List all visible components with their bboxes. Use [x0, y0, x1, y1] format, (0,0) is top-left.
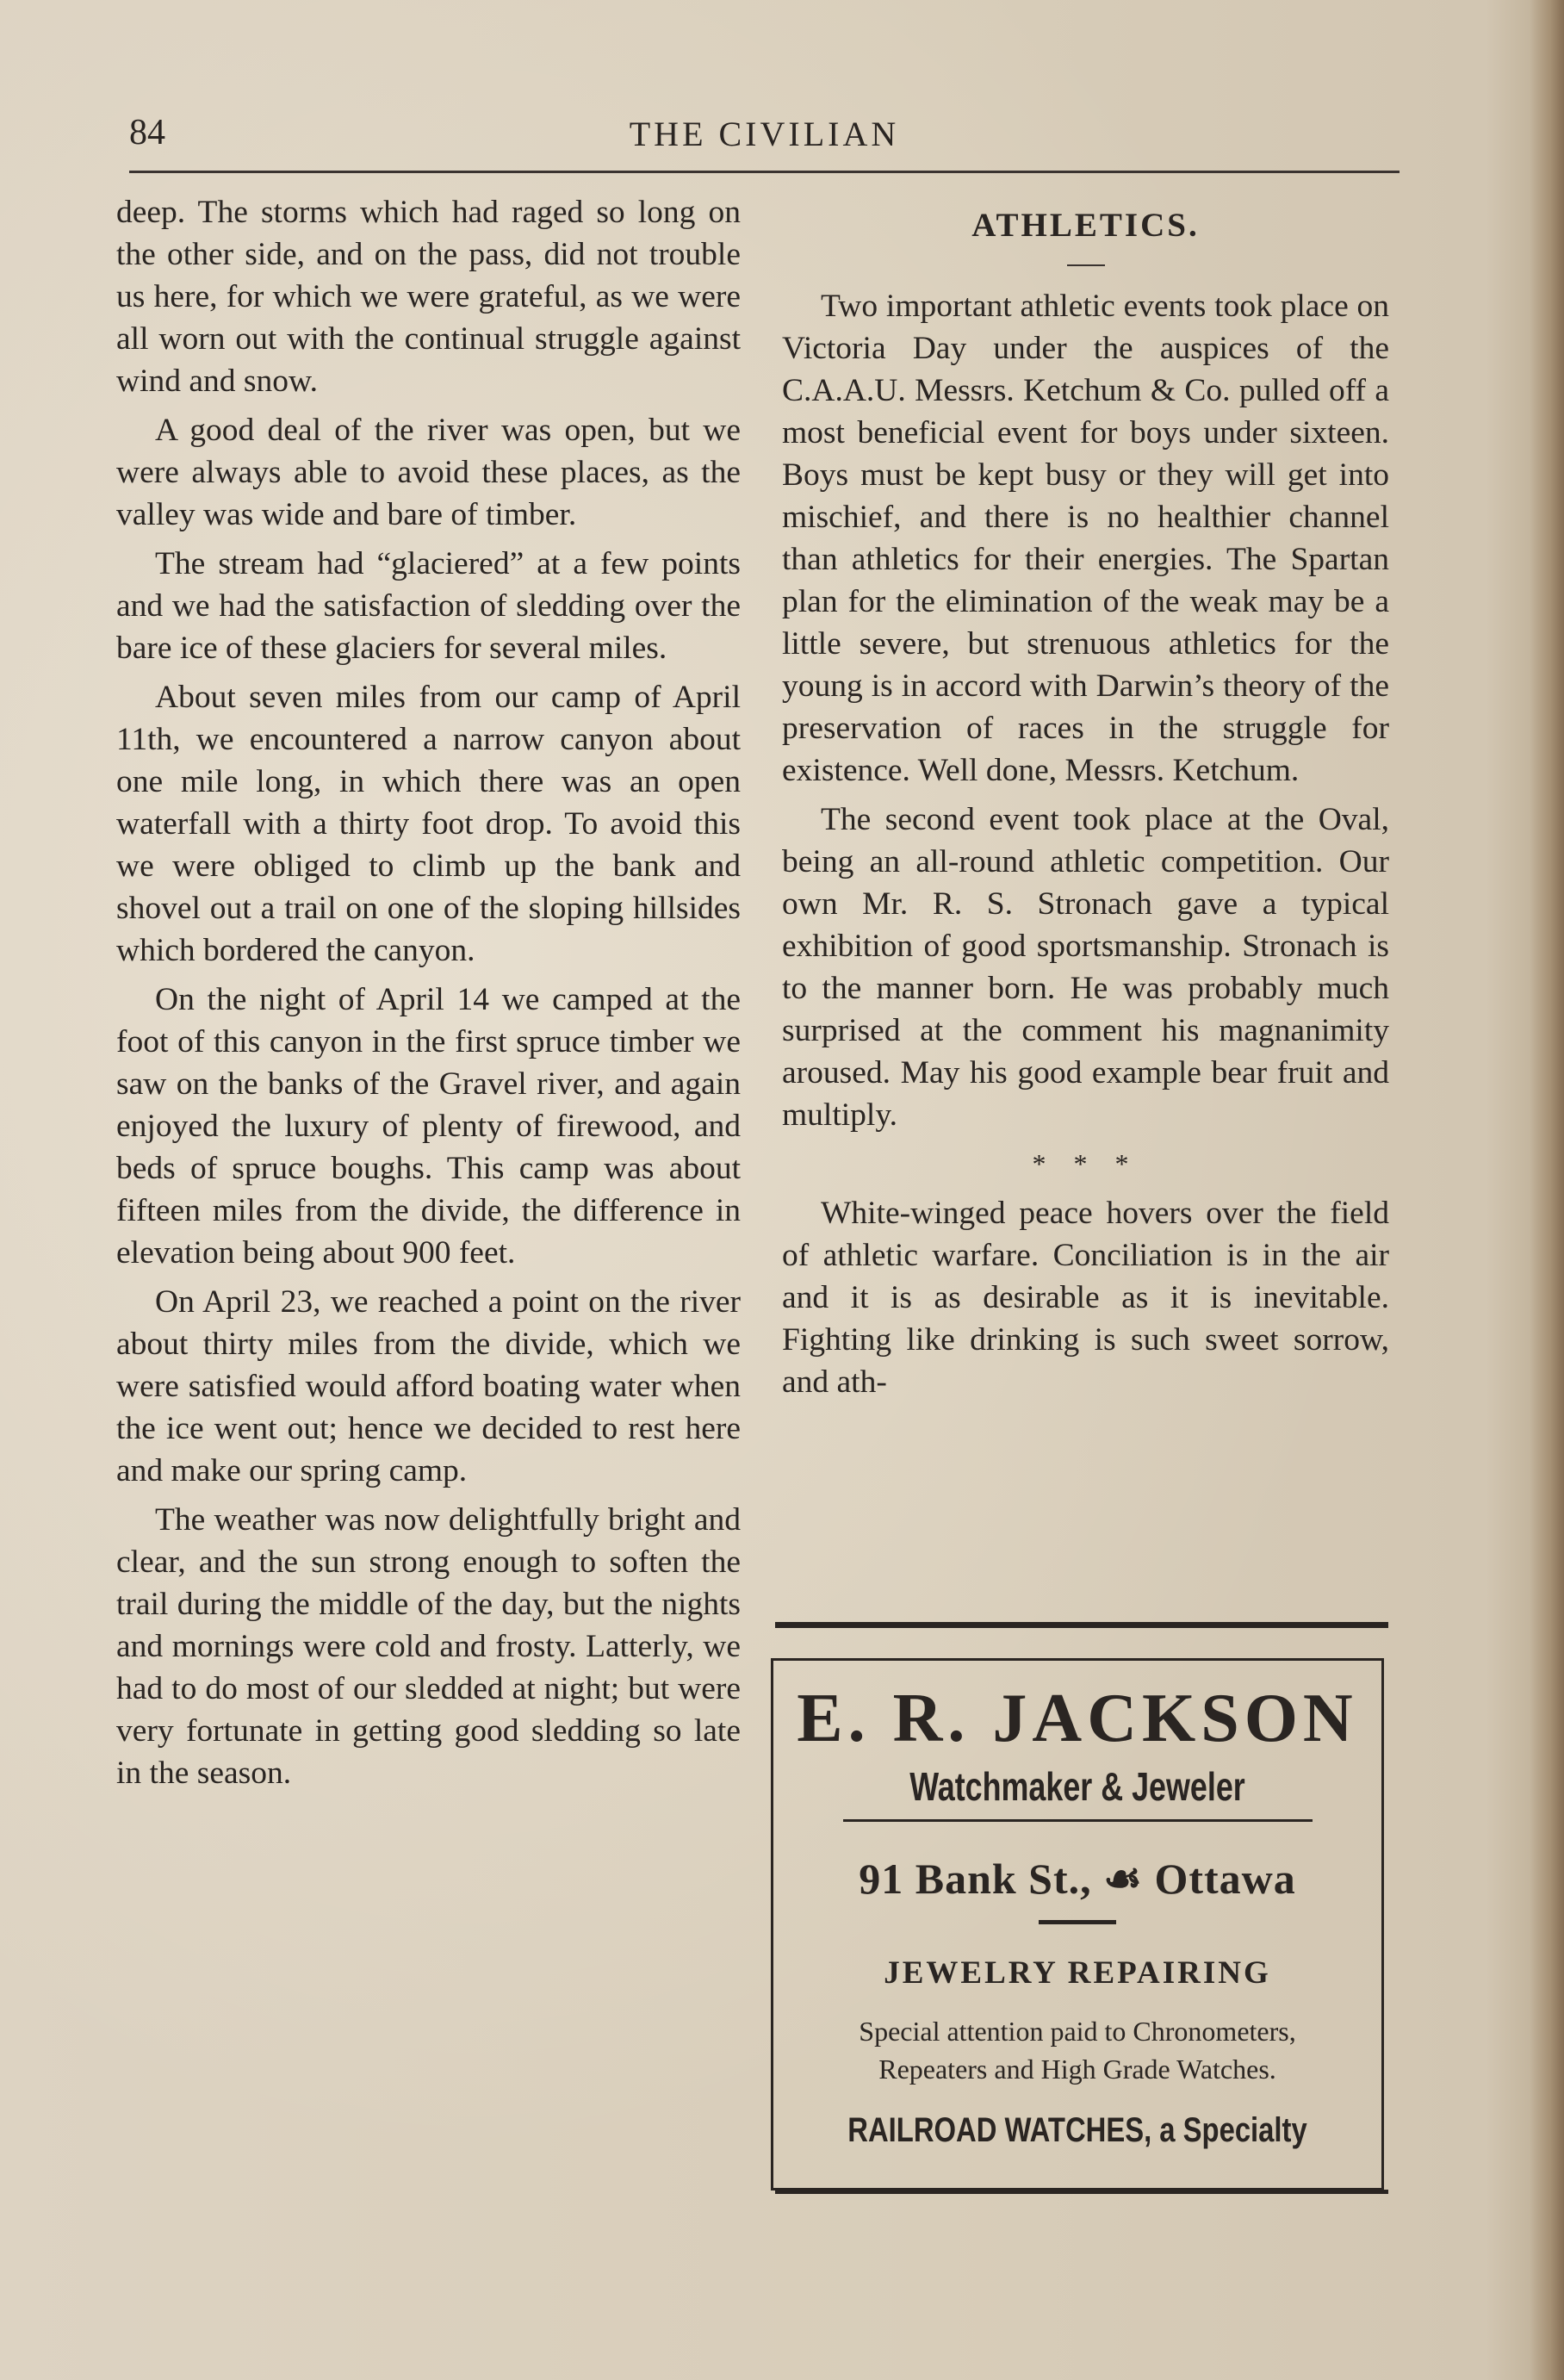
paragraph: White-winged peace hovers over the field of athletic warfare. Conciliation is in the air and it is as desirable as it is inevitable. Fighting like drinking is such sweet sorrow, and ath-	[782, 1196, 1389, 1400]
advertisement-service: JEWELRY REPAIRING	[884, 1955, 1271, 1991]
header-rule	[129, 171, 1400, 173]
advertisement-short-rule	[1039, 1920, 1116, 1924]
advertisement-top-rule	[775, 1622, 1388, 1628]
paragraph: A good deal of the river was open, but we were always able to avoid these places, as the valley was wide and bare of timber.	[116, 413, 741, 532]
page-header	[129, 112, 1400, 155]
paragraph: On April 23, we reached a point on the river about thirty miles from the divide, which we were satisfied would afford boating water when the ice went out; hence we decided to rest here and make our spring camp.	[116, 1284, 741, 1488]
advertisement-box	[771, 1658, 1384, 2190]
paragraph: About seven miles from our camp of April 11th, we encountered a narrow canyon about one mile long, in which there was an open waterfall with a thirty foot drop. To avoid this we were obliged to climb up the bank and shovel out a trail on one of the sloping hillsides which bordered the canyon.	[116, 680, 741, 968]
paragraph: The second event took place at the Oval, being an all-round athletic competition. Our own Mr. R. S. Stronach gave a typical exhibition of good sportsmanship. Stronach is to the manner born. He was probably much surprised at the comment his magnanimity aroused. May his good example bear fruit and multiply.	[782, 802, 1389, 1133]
advertiser-name: E. R. JACKSON	[797, 1681, 1358, 1756]
advertiser-address: 91 Bank St., ☙ Ottawa	[859, 1855, 1296, 1903]
page-edge-shadow	[1530, 0, 1564, 2380]
title-rule	[1067, 264, 1105, 266]
right-column	[782, 191, 1389, 1410]
paragraph: Two important athletic events took place on Victoria Day under the auspices of the C.A.A.U. Messrs. Ketchum & Co. pulled off a most beneficial event for boys under sixteen. Boys must be kept busy or they will get into mischief, and there is no healthier channel than athletics for their energies. The Spartan plan for the elimination of the weak may be a little severe, but strenuous athletics for the young is in accord with Darwin’s theory of the preservation of races in the struggle for existence. Well done, Messrs. Ketchum.	[782, 289, 1389, 788]
left-column	[116, 191, 741, 1801]
section-separator: * * *	[1032, 1148, 1139, 1179]
paragraph: The weather was now delightfully bright and clear, and the sun strong enough to soften the trail during the middle of the day, but the nights and mornings were cold and frosty. Latterly, we had to do most of our sledded at night; but were very fortunate in getting good sledding so late in the season.	[116, 1502, 741, 1791]
advertisement-bottom-rule	[775, 2190, 1388, 2194]
advertisement-rule	[843, 1819, 1313, 1822]
page-number: 84	[129, 113, 165, 152]
paragraph: The stream had “glaciered” at a few points and we had the satisfaction of sledding over the bare ice of these glaciers for several miles.	[116, 546, 741, 666]
section-title: ATHLETICS.	[971, 207, 1200, 244]
advertiser-trade: Watchmaker & Jeweler	[909, 1764, 1245, 1809]
paragraph: deep. The storms which had raged so long on the other side, and on the pass, did not trouble us here, for which we were grateful, as we were all worn out with the continual struggle against wind and snow.	[116, 195, 741, 399]
advertisement-specialty: RAILROAD WATCHES, a Specialty	[847, 2111, 1307, 2149]
paragraph: On the night of April 14 we camped at the foot of this canyon in the first spruce timber we saw on the banks of the Gravel river, and again enjoyed the luxury of plenty of firewood, and beds of spruce boughs. This camp was about fifteen miles from the divide, the difference in elevation being about 900 feet.	[116, 982, 741, 1271]
advertisement-details: Special attention paid to Chronometers, Repeaters and High Grade Watches.	[859, 2016, 1296, 2085]
running-title: THE CIVILIAN	[629, 115, 900, 153]
